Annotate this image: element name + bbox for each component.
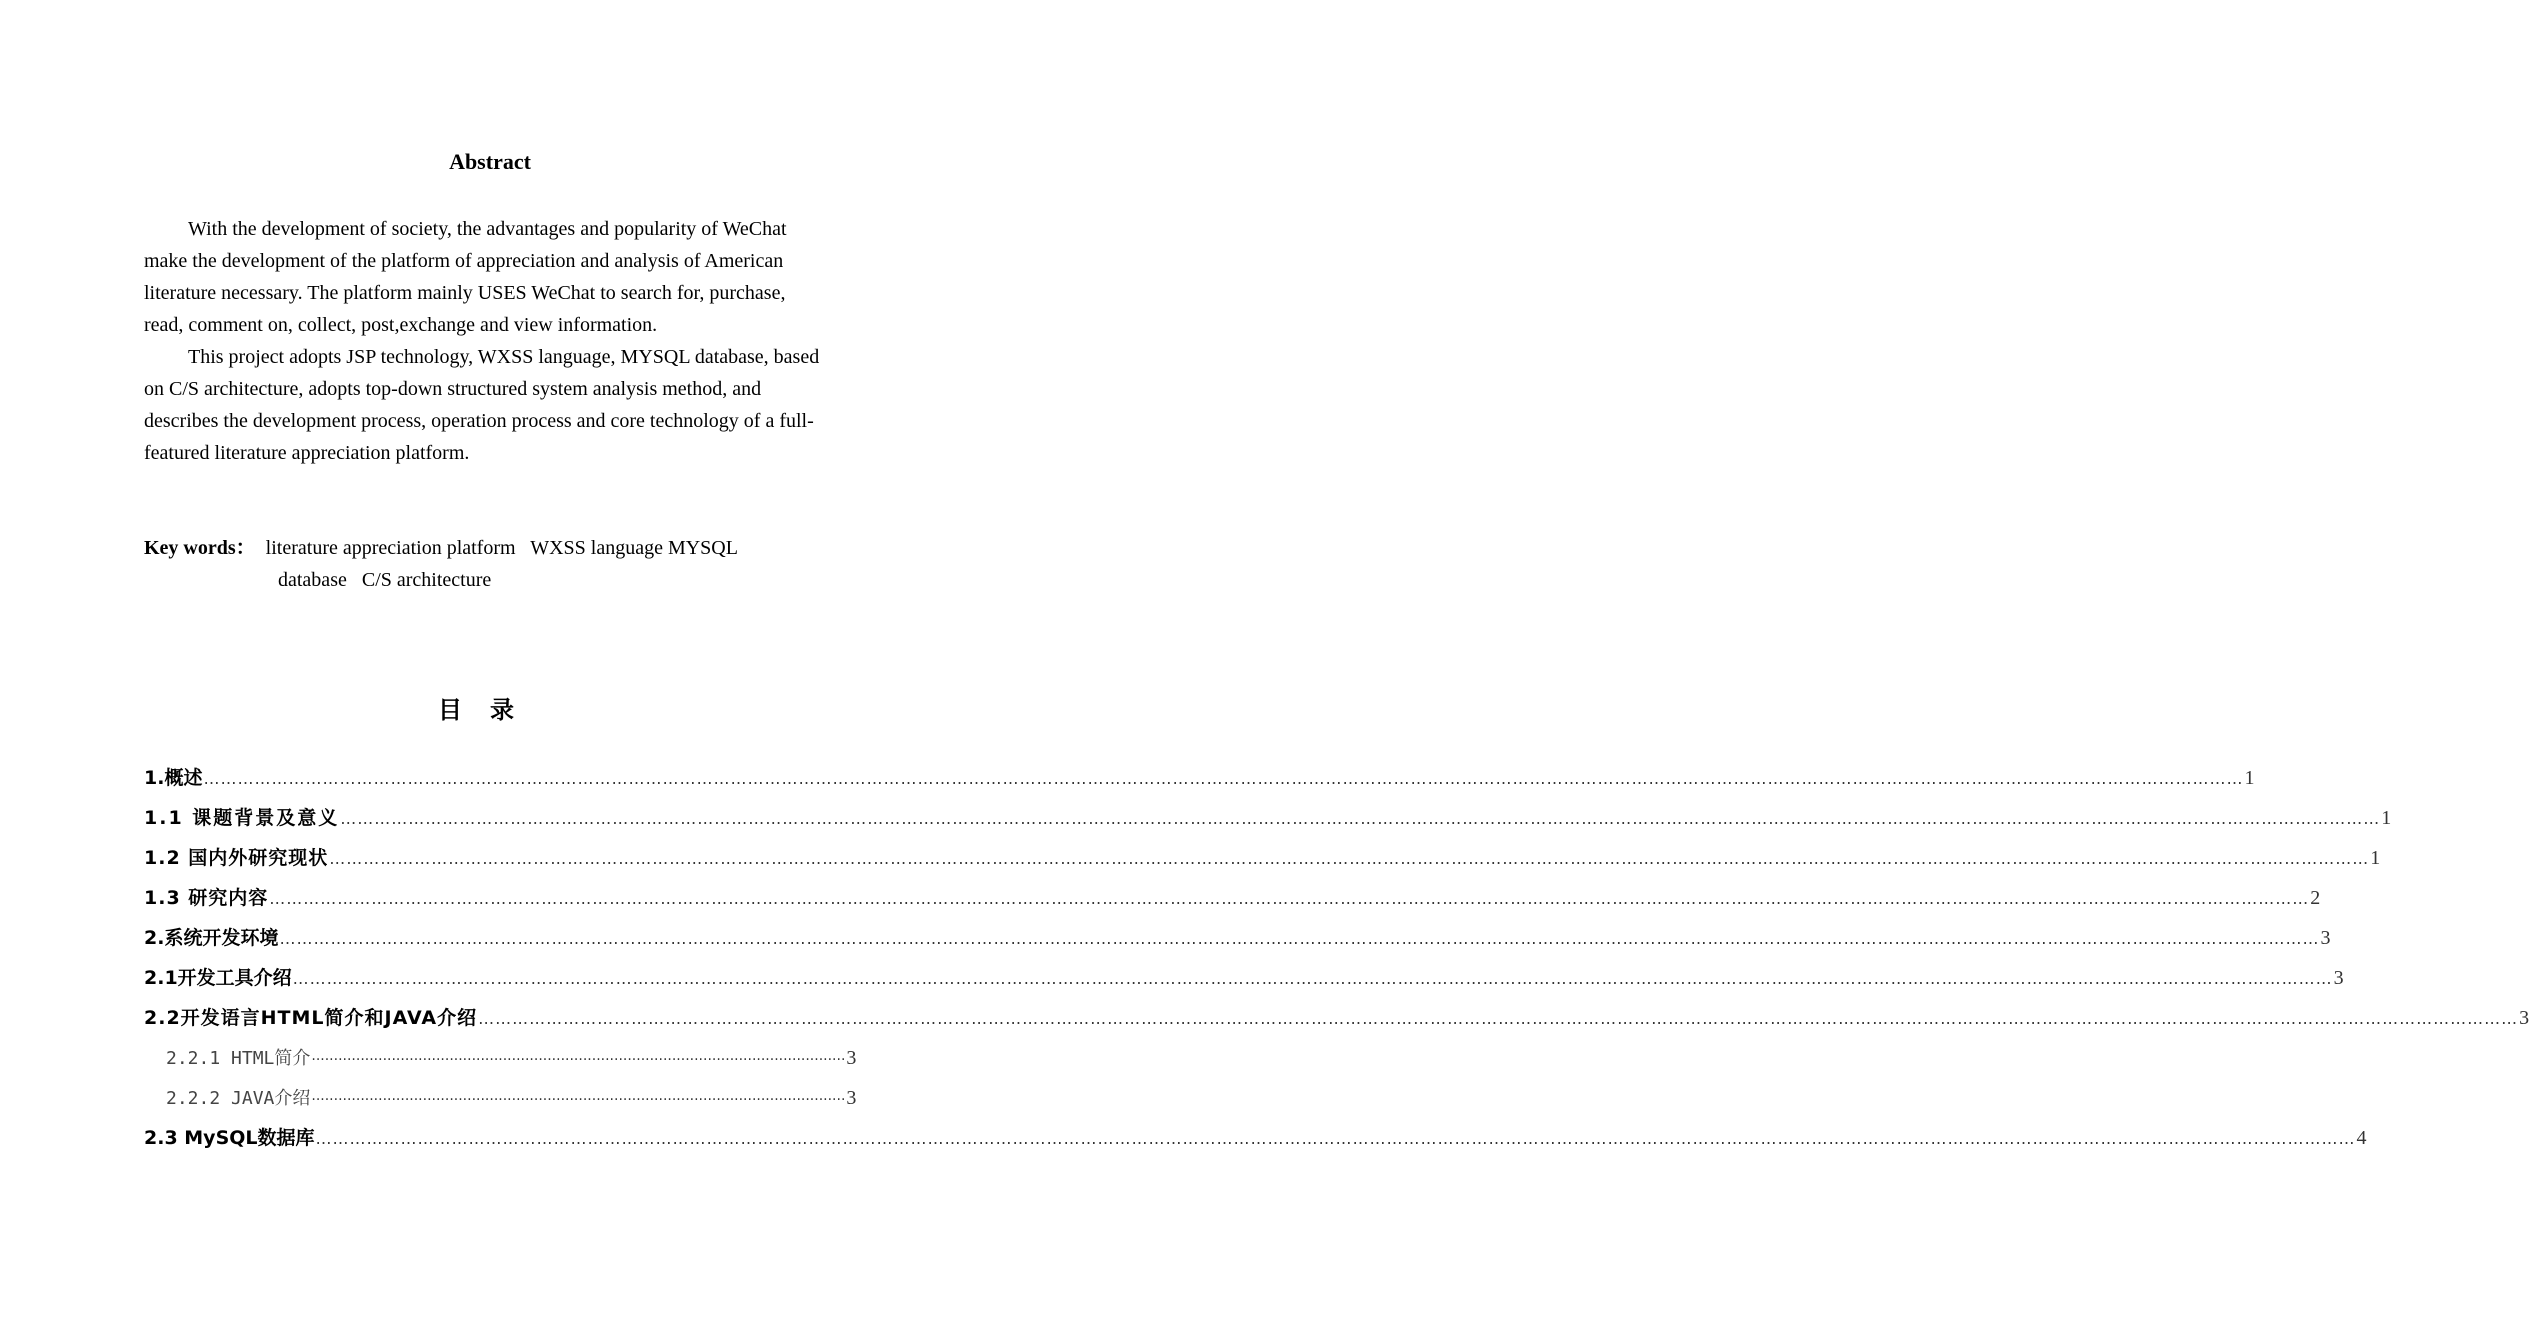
keywords [144,532,824,596]
toc-entry-title: 1.概述 [144,767,203,789]
toc-entry[interactable] [144,1002,2529,1042]
toc-entry-page: 3 [2519,1007,2529,1029]
keywords-line-2: database C/S architecture [278,569,492,591]
toc-entry-title: 2.3 MySQL数据库 [144,1127,315,1149]
toc-entry-page: 3 [2333,967,2344,989]
abstract-title: Abstract [449,149,531,174]
toc-leader-dots: ……………………………………………………………………………………………………………………………………………………………………………………………………………………………………………………………………………………………………………………………… [315,1129,2356,1148]
toc-leader-dots: ························································································································ [311,1052,846,1068]
table-of-contents [144,762,2529,1162]
toc-entry[interactable] [144,922,2331,962]
toc-entry-title: 2.1开发工具介绍 [144,967,292,989]
toc-leader-dots: ……………………………………………………………………………………………………………………………………………………………………………………………………………………………………………………………………………………………………………………………… [329,849,2370,868]
toc-leader-dots: ……………………………………………………………………………………………………………………………………………………………………………………………………………………………………………………………………………………………………………………………… [340,809,2381,828]
toc-leader-dots: ························································································································ [311,1092,846,1108]
toc-entry-title: 2.2.2 JAVA介绍 [166,1088,311,1109]
toc-entry-page: 3 [846,1087,857,1109]
toc-entry-sub[interactable] [144,1082,857,1122]
toc-leader-dots: ……………………………………………………………………………………………………………………………………………………………………………………………………………………………………………………………………………………………………………………………… [478,1009,2519,1028]
toc-entry[interactable] [144,962,2344,1002]
toc-leader-dots: ……………………………………………………………………………………………………………………………………………………………………………………………………………………………………………………………………………………………………………………………… [279,929,2320,948]
toc-leader-dots: ……………………………………………………………………………………………………………………………………………………………………………………………………………………………………………………………………………………………………………………………… [269,889,2310,908]
toc-leader-dots: ……………………………………………………………………………………………………………………………………………………………………………………………………………………………………………………………………………………………………………………………… [203,769,2244,788]
toc-entry[interactable] [144,1122,2367,1162]
abstract-body [144,213,824,469]
toc-entry-page: 4 [2356,1127,2367,1149]
toc-entry-page: 1 [2370,847,2381,869]
toc-entry-title: 1.1 课题背景及意义 [144,807,340,829]
toc-entry-page: 3 [2320,927,2331,949]
toc-entry-page: 2 [2310,887,2321,909]
toc-entry-title: 2.2.1 HTML简介 [166,1048,311,1069]
toc-leader-dots: ……………………………………………………………………………………………………………………………………………………………………………………………………………………………………………………………………………………………………………………………… [292,969,2333,988]
abstract-paragraph-1: With the development of society, the advantages and popularity of WeChat make the development of the platform of appreciation and analysis of American literature necessary. The platform mainly USES WeChat to search for, purchase, read, comment on, collect, post,exchange and view information. [144,218,787,336]
toc-entry-title: 2.2开发语言HTML简介和JAVA介绍 [144,1007,478,1029]
toc-entry-title: 2.系统开发环境 [144,927,279,949]
abstract-paragraph-2: This project adopts JSP technology, WXSS language, MYSQL database, based on C/S architecture, adopts top-down structured system analysis method, and describes the development process, operation process and core technology of a full-featured literature appreciation platform. [144,346,820,464]
toc-title: 目录 [438,696,542,724]
toc-entry[interactable] [144,882,2321,922]
keywords-line-1: literature appreciation platform WXSS language MYSQL [265,537,738,559]
toc-entry[interactable] [144,762,2255,802]
toc-entry-page: 1 [2381,807,2392,829]
toc-entry-page: 3 [846,1047,857,1069]
toc-entry-page: 1 [2244,767,2255,789]
toc-entry[interactable] [144,802,2392,842]
toc-entry-title: 1.2 国内外研究现状 [144,847,329,869]
toc-entry-title: 1.3 研究内容 [144,887,269,909]
keywords-label: Key words： [144,537,256,559]
toc-entry[interactable] [144,842,2381,882]
toc-entry-sub[interactable] [144,1042,857,1082]
